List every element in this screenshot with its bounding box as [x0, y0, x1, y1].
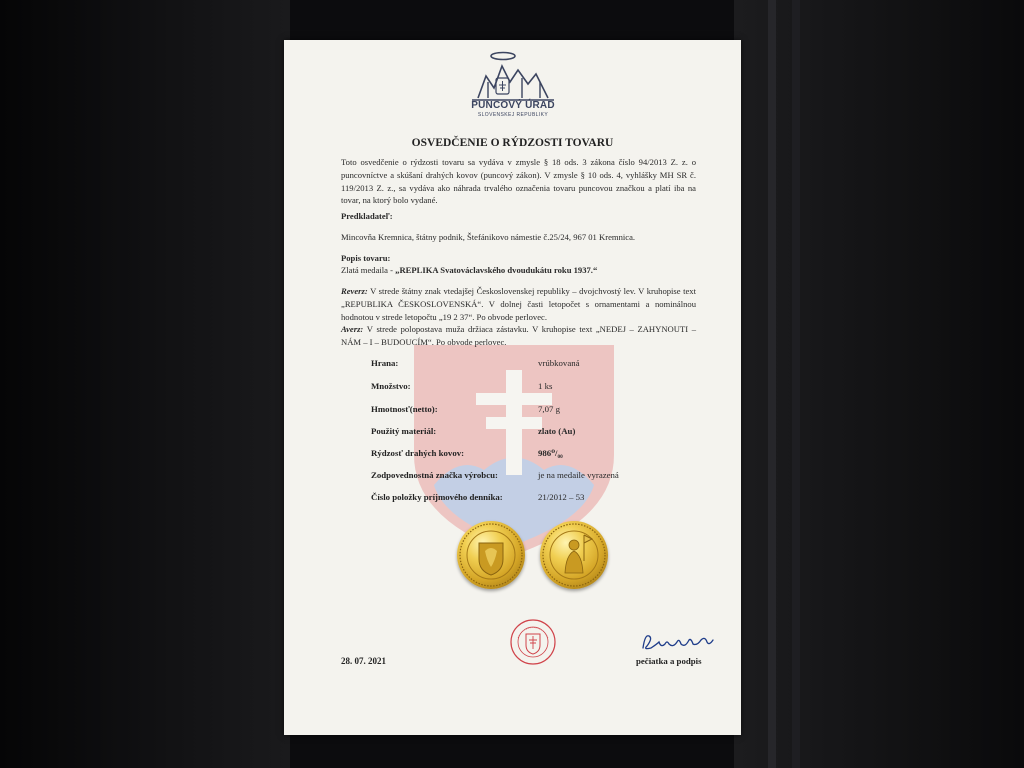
detail-value-hmotnost: 7,07 g — [538, 404, 560, 414]
detail-label-material: Použitý materiál: — [371, 426, 437, 436]
popis-value: „REPLIKA Svatováclavského dvoudukátu roku 1937.“ — [395, 265, 598, 275]
document-title: OSVEDČENIE O RÝDZOSTI TOVARU — [411, 137, 614, 149]
popis-line — [341, 264, 696, 277]
coin-obverse-image — [540, 521, 608, 589]
signature-label: pečiatka a podpis — [636, 656, 702, 666]
detail-label-polozka: Číslo položky príjmového denníka: — [371, 492, 503, 502]
coin-reverse-image — [457, 521, 525, 589]
popis-label: Popis tovaru: — [341, 253, 391, 263]
handwritten-signature — [639, 628, 724, 656]
predkladatel-value: Mincovňa Kremnica, štátny podnik, Štefánikovo námestie č.25/24, 967 01 Kremnica. — [341, 232, 636, 242]
desk-background-left — [0, 0, 290, 768]
desk-stripe — [768, 0, 776, 768]
reverz-paragraph — [341, 285, 696, 323]
desk-background-right — [734, 0, 1024, 768]
detail-value-rydzost: 986⁰/₀₀ — [538, 448, 563, 458]
detail-value-znacka: je na medaile vyrazená — [538, 470, 619, 480]
detail-label-hmotnost: Hmotnosť(netto): — [371, 404, 438, 414]
logo-subtitle: SLOVENSKEJ REPUBLIKY — [477, 112, 549, 118]
averz-text: V strede polopostava muža držiaca zástavku. V kruhopise text „NEDEJ – ZAHYNOUTI – NÁM – I – BUDOUCÍM“. Po obvode perlovec. — [341, 324, 696, 347]
logo-title: PUNCOVÝ ÚRAD — [471, 100, 555, 111]
intro-paragraph: Toto osvedčenie o rýdzosti tovaru sa vydáva v zmysle § 18 ods. 3 zákona číslo 94/2013 Z. z. o puncovníctve a skúšaní drahých kovov (puncový zákon). V zmysle § 10 ods. 4, vyhlášky MH SR č. 119/2013 Z. z., sa vydáva ako náhrada trvalého označenia tovaru puncovou značkou a platí iba na tovar, na ktorý bolo vydané. — [341, 157, 696, 206]
reverz-label: Reverz: — [341, 286, 368, 296]
detail-label-znacka: Zodpovednostná značka výrobcu: — [371, 470, 498, 480]
official-stamp — [509, 618, 557, 666]
desk-stripe — [792, 0, 800, 768]
predkladatel-label: Predkladateľ: — [341, 211, 393, 221]
detail-label-rydzost: Rýdzosť drahých kovov: — [371, 448, 465, 458]
detail-label-hrana: Hrana: — [371, 358, 399, 368]
reverz-text: V strede štátny znak vtedajšej Československej republiky – dvojchvostý lev. V kruhopise text „REPUBLIKA ČESKOSLOVENSKÁ“. V dolnej časti letopočet s ornamentami a nominálnou hodnotou v strede letopočtu „19 2 37“. Po obvode perlovec. — [341, 286, 696, 322]
issue-date: 28. 07. 2021 — [341, 656, 386, 666]
popis-prefix: Zlatá medaila - — [341, 265, 396, 275]
detail-value-material: zlato (Au) — [538, 426, 576, 436]
averz-label: Averz: — [341, 324, 364, 334]
certificate-sheet — [284, 40, 741, 735]
detail-value-polozka: 21/2012 – 53 — [538, 492, 585, 502]
detail-value-hrana: vrúbkovaná — [538, 358, 580, 368]
detail-label-mnozstvo: Množstvo: — [371, 381, 411, 391]
averz-paragraph — [341, 323, 696, 349]
detail-value-mnozstvo: 1 ks — [538, 381, 553, 391]
